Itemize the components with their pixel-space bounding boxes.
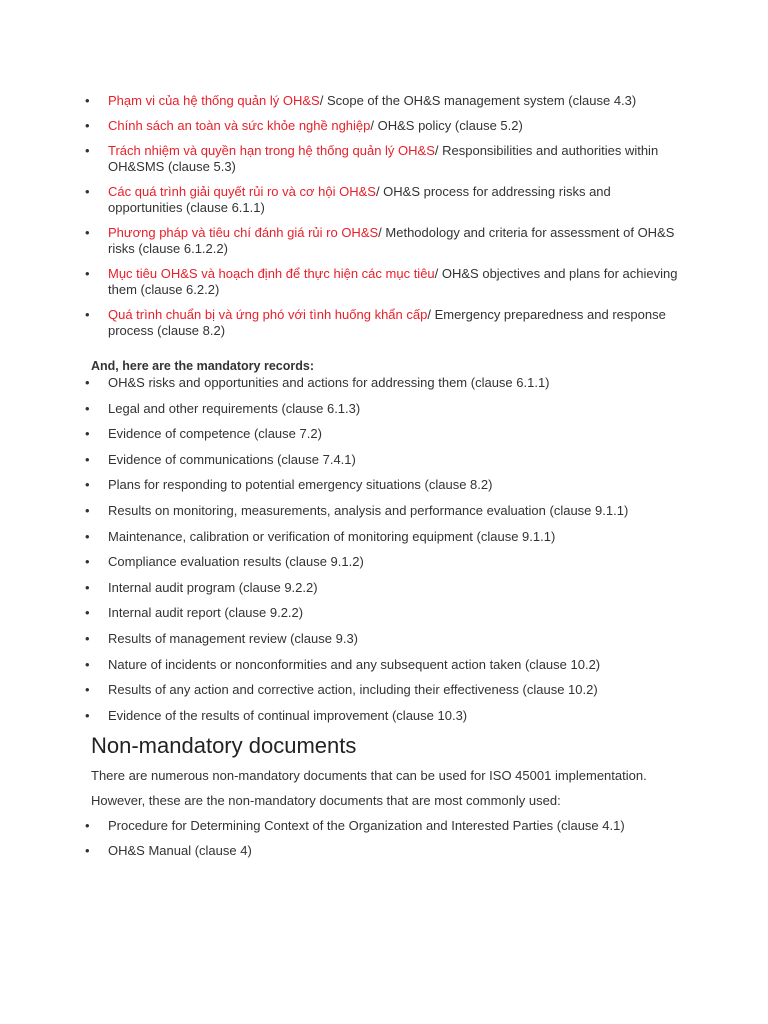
list-item xyxy=(0,118,768,134)
list-item xyxy=(0,184,768,216)
mandatory-records-list xyxy=(0,375,768,733)
english-description: / Methodology and criteria for assessment of OH&S risks (clause 6.1.2.2) xyxy=(108,225,675,256)
list-item: • Evidence of communications (clause 7.4.1) xyxy=(0,452,768,478)
list-item: • Compliance evaluation results (clause 9.1.2) xyxy=(0,554,768,580)
intro-paragraph: There are numerous non-mandatory documents that can be used for ISO 45001 implementation. xyxy=(91,768,647,783)
list-item: • OH&S Manual (clause 4) xyxy=(0,843,768,868)
list-item xyxy=(0,143,768,175)
english-description: / Emergency preparedness and response process (clause 8.2) xyxy=(108,307,666,338)
list-item: • Evidence of competence (clause 7.2) xyxy=(0,426,768,452)
list-item: • Legal and other requirements (clause 6.1.3) xyxy=(0,401,768,427)
list-item: • Evidence of the results of continual improvement (clause 10.3) xyxy=(0,708,768,734)
english-description: / OH&S process for addressing risks and opportunities (clause 6.1.1) xyxy=(108,184,611,215)
mandatory-documents-list xyxy=(0,93,768,348)
list-item: • OH&S risks and opportunities and actions for addressing them (clause 6.1.1) xyxy=(0,375,768,401)
list-item xyxy=(0,93,768,109)
list-item: • Maintenance, calibration or verification of monitoring equipment (clause 9.1.1) xyxy=(0,529,768,555)
vietnamese-term: Chính sách an toàn và sức khỏe nghề nghiệp xyxy=(108,118,371,133)
intro-paragraph-continued: However, these are the non-mandatory documents that are most commonly used: xyxy=(91,793,561,808)
list-item: • Results of management review (clause 9.3) xyxy=(0,631,768,657)
non-mandatory-documents-list xyxy=(0,818,768,868)
section-title: Non-mandatory documents xyxy=(91,733,357,758)
english-description: / Scope of the OH&S management system (clause 4.3) xyxy=(319,93,637,108)
list-item: • Results on monitoring, measurements, analysis and performance evaluation (clause 9.1.1) xyxy=(0,503,768,529)
list-item: • Internal audit report (clause 9.2.2) xyxy=(0,605,768,631)
vietnamese-term: Mục tiêu OH&S và hoạch định để thực hiện các mục tiêu xyxy=(108,266,435,281)
vietnamese-term: Quá trình chuẩn bị và ứng phó với tình huống khẩn cấp xyxy=(108,307,428,322)
english-description: / Responsibilities and authorities within OH&SMS (clause 5.3) xyxy=(108,143,659,174)
records-heading: And, here are the mandatory records: xyxy=(91,359,314,373)
list-item: • Procedure for Determining Context of the Organization and Interested Parties (clause 4.1) xyxy=(0,818,768,843)
english-description: / OH&S policy (clause 5.2) xyxy=(370,118,523,133)
list-item xyxy=(0,225,768,257)
list-item: • Internal audit program (clause 9.2.2) xyxy=(0,580,768,606)
english-description: / OH&S objectives and plans for achieving them (clause 6.2.2) xyxy=(108,266,678,297)
vietnamese-term: Phương pháp và tiêu chí đánh giá rủi ro OH&S xyxy=(108,225,379,240)
list-item: • Plans for responding to potential emergency situations (clause 8.2) xyxy=(0,477,768,503)
list-item xyxy=(0,307,768,339)
list-item xyxy=(0,266,768,298)
list-item: • Results of any action and corrective action, including their effectiveness (clause 10.2) xyxy=(0,682,768,708)
vietnamese-term: Phạm vi của hệ thống quản lý OH&S xyxy=(108,93,320,108)
vietnamese-term: Các quá trình giải quyết rủi ro và cơ hội OH&S xyxy=(108,184,376,199)
list-item: • Nature of incidents or nonconformities and any subsequent action taken (clause 10.2) xyxy=(0,657,768,683)
vietnamese-term: Trách nhiệm và quyền hạn trong hệ thống quản lý OH&S xyxy=(108,143,435,158)
